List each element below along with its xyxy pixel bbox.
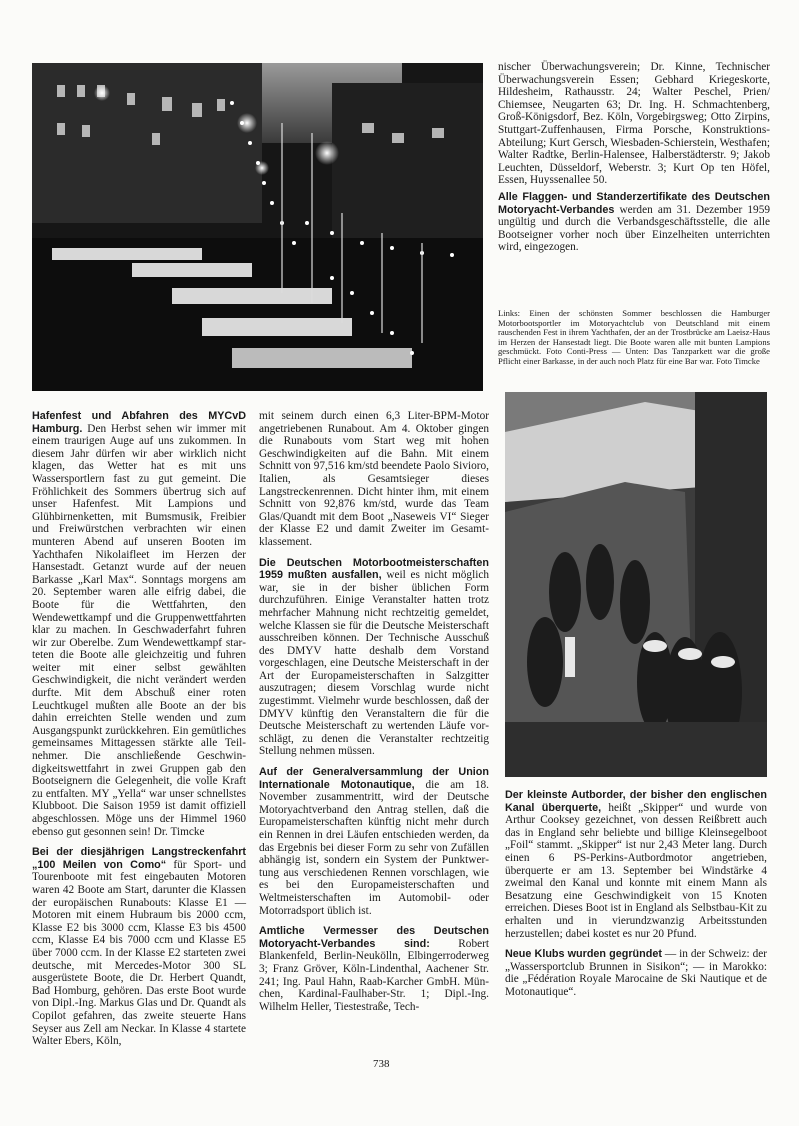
heading-meisterschaften: Die Deutschen Motorbootmeisterschaften 1959 mußten ausfallen,	[259, 556, 489, 582]
union-text: die am 18. November zusammentritt, wird der Deutsche Motoryachtverband den Antrag stellen, daß die Europameisterschaften künftig nicht mehr durch ein Rennen in drei Läufen entschieden werden, da das Ergebnis bei dieser Form zu sehr von Zufällen abhängig ist, sondern ein System der Punktwertung aus verschiedenen Rennen vorschlagen, wie es bei den Europameisterschaften und Weltmeisterschaften im Automobil- oder Motorradsport üblich ist.	[259, 778, 490, 917]
hafenfest-text: Den Herbst sehen wir immer mit einem traurigen Auge auf uns zukommen. In diesem Jahr dürfen wir aber wirklich nicht klagen, das Wetter hat es mit uns Wassersportlern fast zu gut gemeint. Die Fröhlichkeit des Sommers übertrug sich auf unser Hafenfest. Mit Lampions und Glühbirnenketten, mit Bumsmusik, Freibier und Freiwürstchen verbrachten wir einen munteren Abend auf unseren Booten im Yachthafen Nikolaifleet im Herzen der Hansestadt. Getanzt wurde auf der neuen Barkasse „Karl Max“. Sonntags morgens am 20. September waren alle eifrig dabei, die Boote für die Wettfahrten, den Wendewettkampf und die Gruppenwettfahrten klar zu machen. In Geschwaderfahrt fuhren wir zur Oberelbe. Zum Wendewettkampf starteten die Boote alle gleichzeitig und fuhren weiter mit einer selbst gewählten Geschwindigkeit, die nicht verändert werden durfte. Mit dem Abschuß einer roten Leuchtkugel mußten alle Boote an der bis dahin erreichten Stelle wenden und zum Ausgangspunkt zurückkehren. Ein gemütliches gemeinsames Mittagessen stärkte alle Teilnehmer. Die anschließende Geschwindigkeitswettfahrt in zwei Gruppen gab den Bootseignern die Gelegenheit, die volle Kraft zu entfalten. MY „Yella“ war unser schnellstes Klubboot. Die Saison 1959 ist damit offiziell abgeschlossen. Möge uns der Himmel 1960 ebenso gut gesonnen sein! Dr. Timcke	[32, 422, 246, 838]
flag-certificates-text: werden am 31. Dezember 1959 ungültig und durch die Verbandsgeschäftsstelle, die alle Bootseigner vorher noch über Einzelheiten unterrichten wird, eingezogen.	[498, 203, 770, 254]
heading-neue-klubs: Neue Klubs wurden gegründet	[505, 948, 662, 961]
photo-barge-party	[505, 392, 767, 777]
heading-union: Auf der Generalversammlung der Union Internationale Motonautique,	[259, 766, 489, 791]
vermesser-text: Robert Blankenfeld, Berlin-Neukölln, Elbingerroderweg 3; Franz Gröver, Köln-Lindenthal, Aachener Str. 241; Ing. Paul Hahn, Raab-Karcher GmbH. München, Kardinal-Faulhaber-Str. 1; Dipl.-Ing. Wilhelm Heller, Tiestestraße, Tech-	[259, 937, 490, 1013]
heading-como: Bei der diesjährigen Langstreckenfahrt „100 Meilen von Como“	[32, 846, 246, 871]
heading-flag-certificates: Alle Flaggen- und Standerzertifikate des Deutschen Motoryacht-Verbandes	[498, 190, 770, 216]
page-number: 738	[373, 1058, 390, 1070]
heading-vermesser: Amtliche Vermesser des Deutschen Motoryacht-Verbandes sind:	[259, 925, 489, 950]
photo-caption: Links: Einen der schönsten Sommer beschlossen die Hamburger Motorbootsportler im Motoryachtclub von Deutschland mit einem rauschenden Fest in ihrem Yachthafen, der an der Trostbrücke am Laeisz-Haus im Herzen der Hansestadt liegt. Die Boote waren alle mit bunten Lampions geschmückt. Foto Conti-Press — Unten: Das Tanzparkett war die große Pflicht einer Barkasse, in der auch noch Platz für eine Bar war. Foto Timcke	[498, 308, 770, 366]
neue-klubs-text: — in der Schweiz: der „Wassersportclub Brunnen in Sisikon“; — in Marokko: die „Fédération Royale Marocaine de Ski Nautique et de Motonautique“.	[505, 948, 768, 998]
article-column-2	[259, 410, 489, 1021]
right-top-column	[498, 61, 770, 262]
como-text-continued: mit seinem durch einen 6,3 Liter-BPM-Motor angetriebenen Runabout. Am 4. Oktober gingen die Runabouts vom Start weg mit hohen Geschwindigkeiten auf die Bahn. Mit einem Schnitt von 97,516 km/std beendete Paolo Sivioro, Italien, als Gesamtsieger dieses Langstreckenrennen. Dicht hinter ihm, mit einem Schnitt von 92,876 km/std, wurde das Team Glas/Quandt mit dem Boot „Naseweis VI“ Sieger der Klasse E2 und damit Zweiter im Gesamtklassement.	[259, 410, 489, 548]
heading-hafenfest: Hafenfest und Abfahren des MYCvD Hamburg.	[32, 410, 246, 435]
heading-autborder: Der kleinste Autborder, der bisher den englischen Kanal überquerte,	[505, 789, 767, 814]
photo-harbour-night	[32, 63, 483, 391]
article-column-3	[505, 789, 767, 1007]
como-text: für Sport- und Tourenboote mit fest eingebauten Motoren waren 42 Boote am Start, darunter die Klassen der europäischen Runabouts: Klasse E1 — Motoren mit einem Hubraum bis 2000 ccm, Klasse E2 bis 3000 ccm, Klasse E3 bis 4500 ccm, Klasse E4 bis 7000 ccm und Klasse E5 über 7000 ccm. In der Klasse E2 starteten zwei deutsche, mit Mercedes-Motor 300 SL ausgerüstete Boote, die Dr. Herbert Quandt, Bad Homburg, gehören. Das erste Boot wurde von Dipl.-Ing. Markus Glas und Dr. Quandt als Copilot gefahren, das zweite steuerte Hans Seyser aus Zell am Neckar. In Klasse 4 startete Walter Ebers, Köln,	[32, 858, 246, 1048]
article-column-1	[32, 410, 246, 1056]
autborder-text: heißt „Skipper“ und wurde von Arthur Cooksey gezeichnet, von dessen Reißbrett auch das in England sehr beliebte und billige Kleinsegelboot „Foil“ stammt. „Skipper“ ist nur 2,43 Meter lang. Durch einen 6 PS-Perkins-Autbordmotor angetrieben, überquerte er am 13. September bei Windstärke 4 zweimal den Kanal und konnte mit einem Mann als Besatzung eine Geschwindigkeit von 15 Knoten erreichen. Dieses Boot ist in England als Selbstbau-Kit zu erhalten und in vierundzwanzig Arbeitsstunden herzustellen; dabei kostet es nur 20 Pfund.	[505, 801, 768, 940]
meisterschaften-text: weil es nicht möglich war, sie in der bisher üblichen Form durchzuführen. Einige Veranstalter hatten trotz mehrfacher Mahnung nicht rechtzeitig gemeldet, welche Klassen sie für die Deutsche Meisterschaft ausschreiben können. Der Technische Ausschuß des DMYV hatte deshalb dem Vorstand vorgeschlagen, eine Deutsche Meisterschaft in der Art der Europameisterschaften in Salzgitter auszutragen; diesem Vorschlag wurde nicht zugestimmt. Vielmehr wurde beschlossen, daß der DMYV künftig den Veranstaltern die für die Deutsche Meisterschaft zu wertenden Läufe vorschlägt, zu denen die Veranstalter rechtzeitig Stellung nehmen müssen.	[259, 569, 490, 758]
surveyors-list-continued: nischer Überwachungsverein; Dr. Kinne, Technischer Überwachungsverein Essen; Gebhard Kriegeskorte, Hildesheim, Rathausstr. 24; Walter Peschel, Prien/ Chiemsee, Neugarten 63; Dr. Ing. H. Schmachtenberg, Groß-Königsdorf, Bez. Köln, Vorgebirgsweg; Otto Zirpins, Stuttgart-Zuffenhausen, Firma Porsche, Konstruktions-Abteilung; Kurt Gersch, Wiesbaden-Schierstein, Westhafen; Walter Radtke, Berlin-Halensee, Halberstädterstr. 9; Jakob Leuchten, Düsseldorf, Weberstr. 3; Kurt Op ten Höfel, Essen, Huyssenallee 50.	[498, 61, 770, 187]
